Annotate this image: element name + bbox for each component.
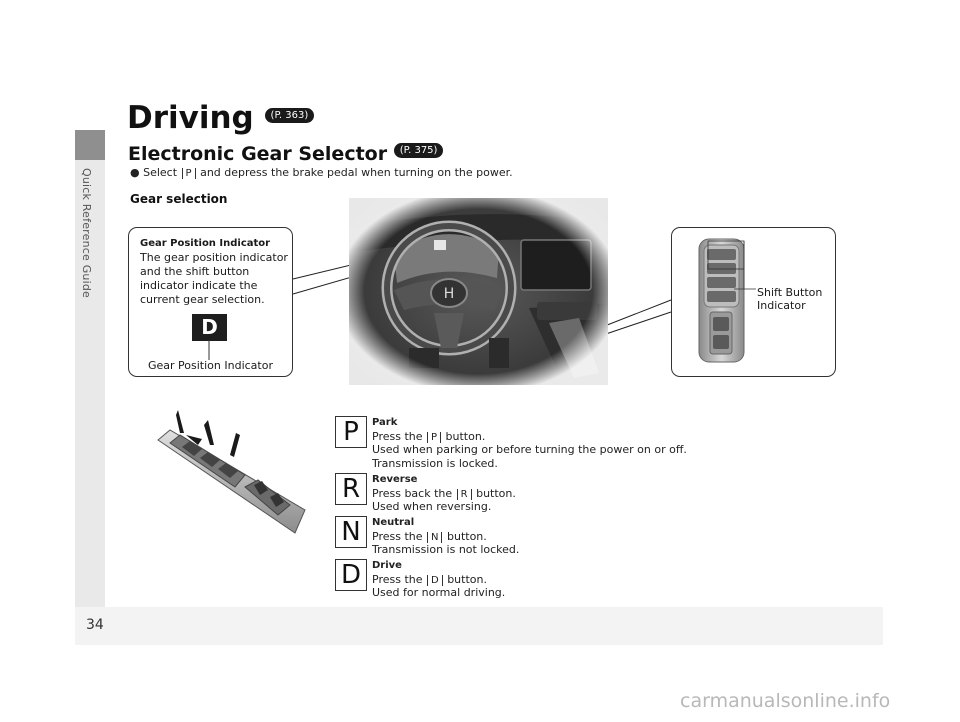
neutral-instruction xyxy=(372,530,519,544)
title-page-reference[interactable]: (P. 363) xyxy=(265,108,315,123)
neutral-description xyxy=(372,516,519,557)
shift-button-caption-line1: Shift Button xyxy=(757,286,823,299)
shifter-illustration xyxy=(150,405,310,540)
park-key-symbol: P xyxy=(182,168,196,179)
bullet-text-after: and depress the brake pedal when turning on the power. xyxy=(200,166,513,179)
gear-position-indicator-callout xyxy=(128,227,293,377)
watermark: carmanualsonline.info xyxy=(680,690,891,712)
page-title xyxy=(127,100,314,136)
reverse-label: Reverse xyxy=(372,474,418,485)
reverse-button-text: button. xyxy=(476,486,516,500)
bullet-dot: ● xyxy=(130,166,144,179)
drive-button-text: button. xyxy=(447,572,487,586)
shift-button-caption-line2: Indicator xyxy=(757,299,806,312)
section-ref-text: P. 375 xyxy=(403,145,434,156)
gear-position-display: D xyxy=(192,314,227,341)
section-title-text: Electronic Gear Selector xyxy=(128,143,388,165)
side-tab-marker xyxy=(75,130,105,160)
instruction-bullet xyxy=(130,166,513,179)
reverse-icon: R xyxy=(335,473,367,505)
drive-key-symbol: D xyxy=(427,575,443,586)
drive-label: Drive xyxy=(372,560,402,571)
reverse-press-text: Press back the xyxy=(372,486,453,500)
callout-heading: Gear Position Indicator xyxy=(140,238,271,249)
drive-press-text: Press the xyxy=(372,572,423,586)
drive-instruction xyxy=(372,573,505,587)
reverse-note-1: Used when reversing. xyxy=(372,500,492,513)
park-label: Park xyxy=(372,417,398,428)
neutral-button-text: button. xyxy=(446,529,487,543)
callout-description: The gear position indicator and the shift button indicator indicate the current gear selection. xyxy=(140,251,288,306)
reverse-description xyxy=(372,473,516,514)
page-title-text: Driving xyxy=(127,100,254,136)
neutral-label: Neutral xyxy=(372,517,415,528)
bullet-text-before: Select xyxy=(143,166,178,179)
park-icon: P xyxy=(335,416,367,448)
park-description xyxy=(372,416,687,470)
park-note-2: Transmission is locked. xyxy=(372,456,498,470)
drive-description xyxy=(372,559,505,600)
section-page-reference[interactable]: (P. 375) xyxy=(394,143,444,158)
side-section-label: Quick Reference Guide xyxy=(80,168,93,298)
reverse-key-symbol: R xyxy=(457,489,472,500)
neutral-note-1: Transmission is not locked. xyxy=(372,543,520,556)
drive-icon: D xyxy=(335,559,367,591)
park-note-1: Used when parking or before turning the power on or off. xyxy=(372,443,687,456)
shift-console-closeup xyxy=(694,237,764,367)
park-instruction xyxy=(372,430,687,444)
drive-note-1: Used for normal driving. xyxy=(372,586,506,599)
park-press-text: Press the xyxy=(372,429,423,443)
park-key-symbol: P xyxy=(427,432,441,443)
section-title xyxy=(128,143,443,165)
neutral-key-symbol: N xyxy=(427,532,442,543)
title-ref-text: P. 363 xyxy=(274,110,305,121)
dashboard-photo xyxy=(349,198,608,385)
park-button-text: button. xyxy=(445,429,486,443)
neutral-icon: N xyxy=(335,516,367,548)
shift-button-indicator-callout xyxy=(671,227,836,377)
gear-selection-heading: Gear selection xyxy=(130,192,228,206)
indicator-caption: Gear Position Indicator xyxy=(148,359,273,372)
page-number: 34 xyxy=(86,617,104,633)
indicator-pointer-line xyxy=(207,340,211,360)
reverse-instruction xyxy=(372,487,516,501)
shift-button-caption xyxy=(757,286,822,312)
neutral-press-text: Press the xyxy=(372,529,423,543)
